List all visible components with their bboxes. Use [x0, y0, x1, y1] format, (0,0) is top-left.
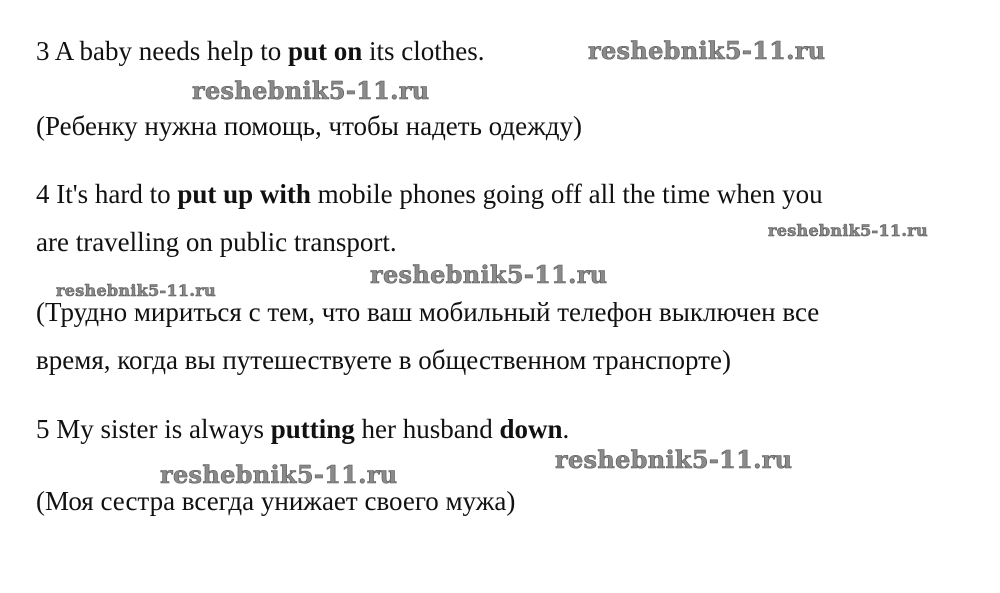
- watermark: reshebnik5-11.ru: [160, 460, 398, 489]
- watermark: reshebnik5-11.ru: [192, 76, 430, 105]
- item-5-translation: (Моя сестра всегда унижает своего мужа): [36, 486, 516, 516]
- watermark: reshebnik5-11.ru: [555, 445, 793, 474]
- watermark: reshebnik5-11.ru: [768, 221, 928, 240]
- sentence-text: My sister is always: [56, 414, 271, 444]
- item-5-english: [36, 413, 569, 445]
- sentence-text: her husband: [354, 414, 500, 444]
- phrasal-verb-particle: down: [499, 414, 563, 444]
- item-4-translation-line-1: (Трудно мириться с тем, что ваш мобильный телефон выключен все: [36, 297, 820, 327]
- phrasal-verb: put up with: [177, 179, 311, 209]
- item-3-translation: (Ребенку нужна помощь, чтобы надеть одежду): [36, 111, 582, 141]
- watermark: reshebnik5-11.ru: [370, 260, 608, 289]
- item-4-english-line-1: [36, 178, 823, 210]
- item-4-english-line-2: are travelling on public transport.: [36, 227, 397, 257]
- item-number: 3: [36, 36, 50, 66]
- phrasal-verb: put on: [287, 36, 363, 66]
- item-4-translation-line-2: время, когда вы путешествуете в общественном транспорте): [36, 345, 731, 375]
- sentence-text: It's hard to: [56, 179, 178, 209]
- sentence-text: mobile phones going off all the time when you: [310, 179, 823, 209]
- sentence-text: A baby needs help to: [54, 36, 288, 66]
- sentence-text: its clothes.: [362, 36, 485, 66]
- item-number: 5: [36, 414, 50, 444]
- item-3-english: [36, 35, 485, 67]
- sentence-text: .: [562, 414, 570, 444]
- phrasal-verb: putting: [270, 414, 355, 444]
- watermark: reshebnik5-11.ru: [588, 36, 826, 65]
- item-number: 4: [36, 179, 50, 209]
- watermark: reshebnik5-11.ru: [56, 281, 216, 300]
